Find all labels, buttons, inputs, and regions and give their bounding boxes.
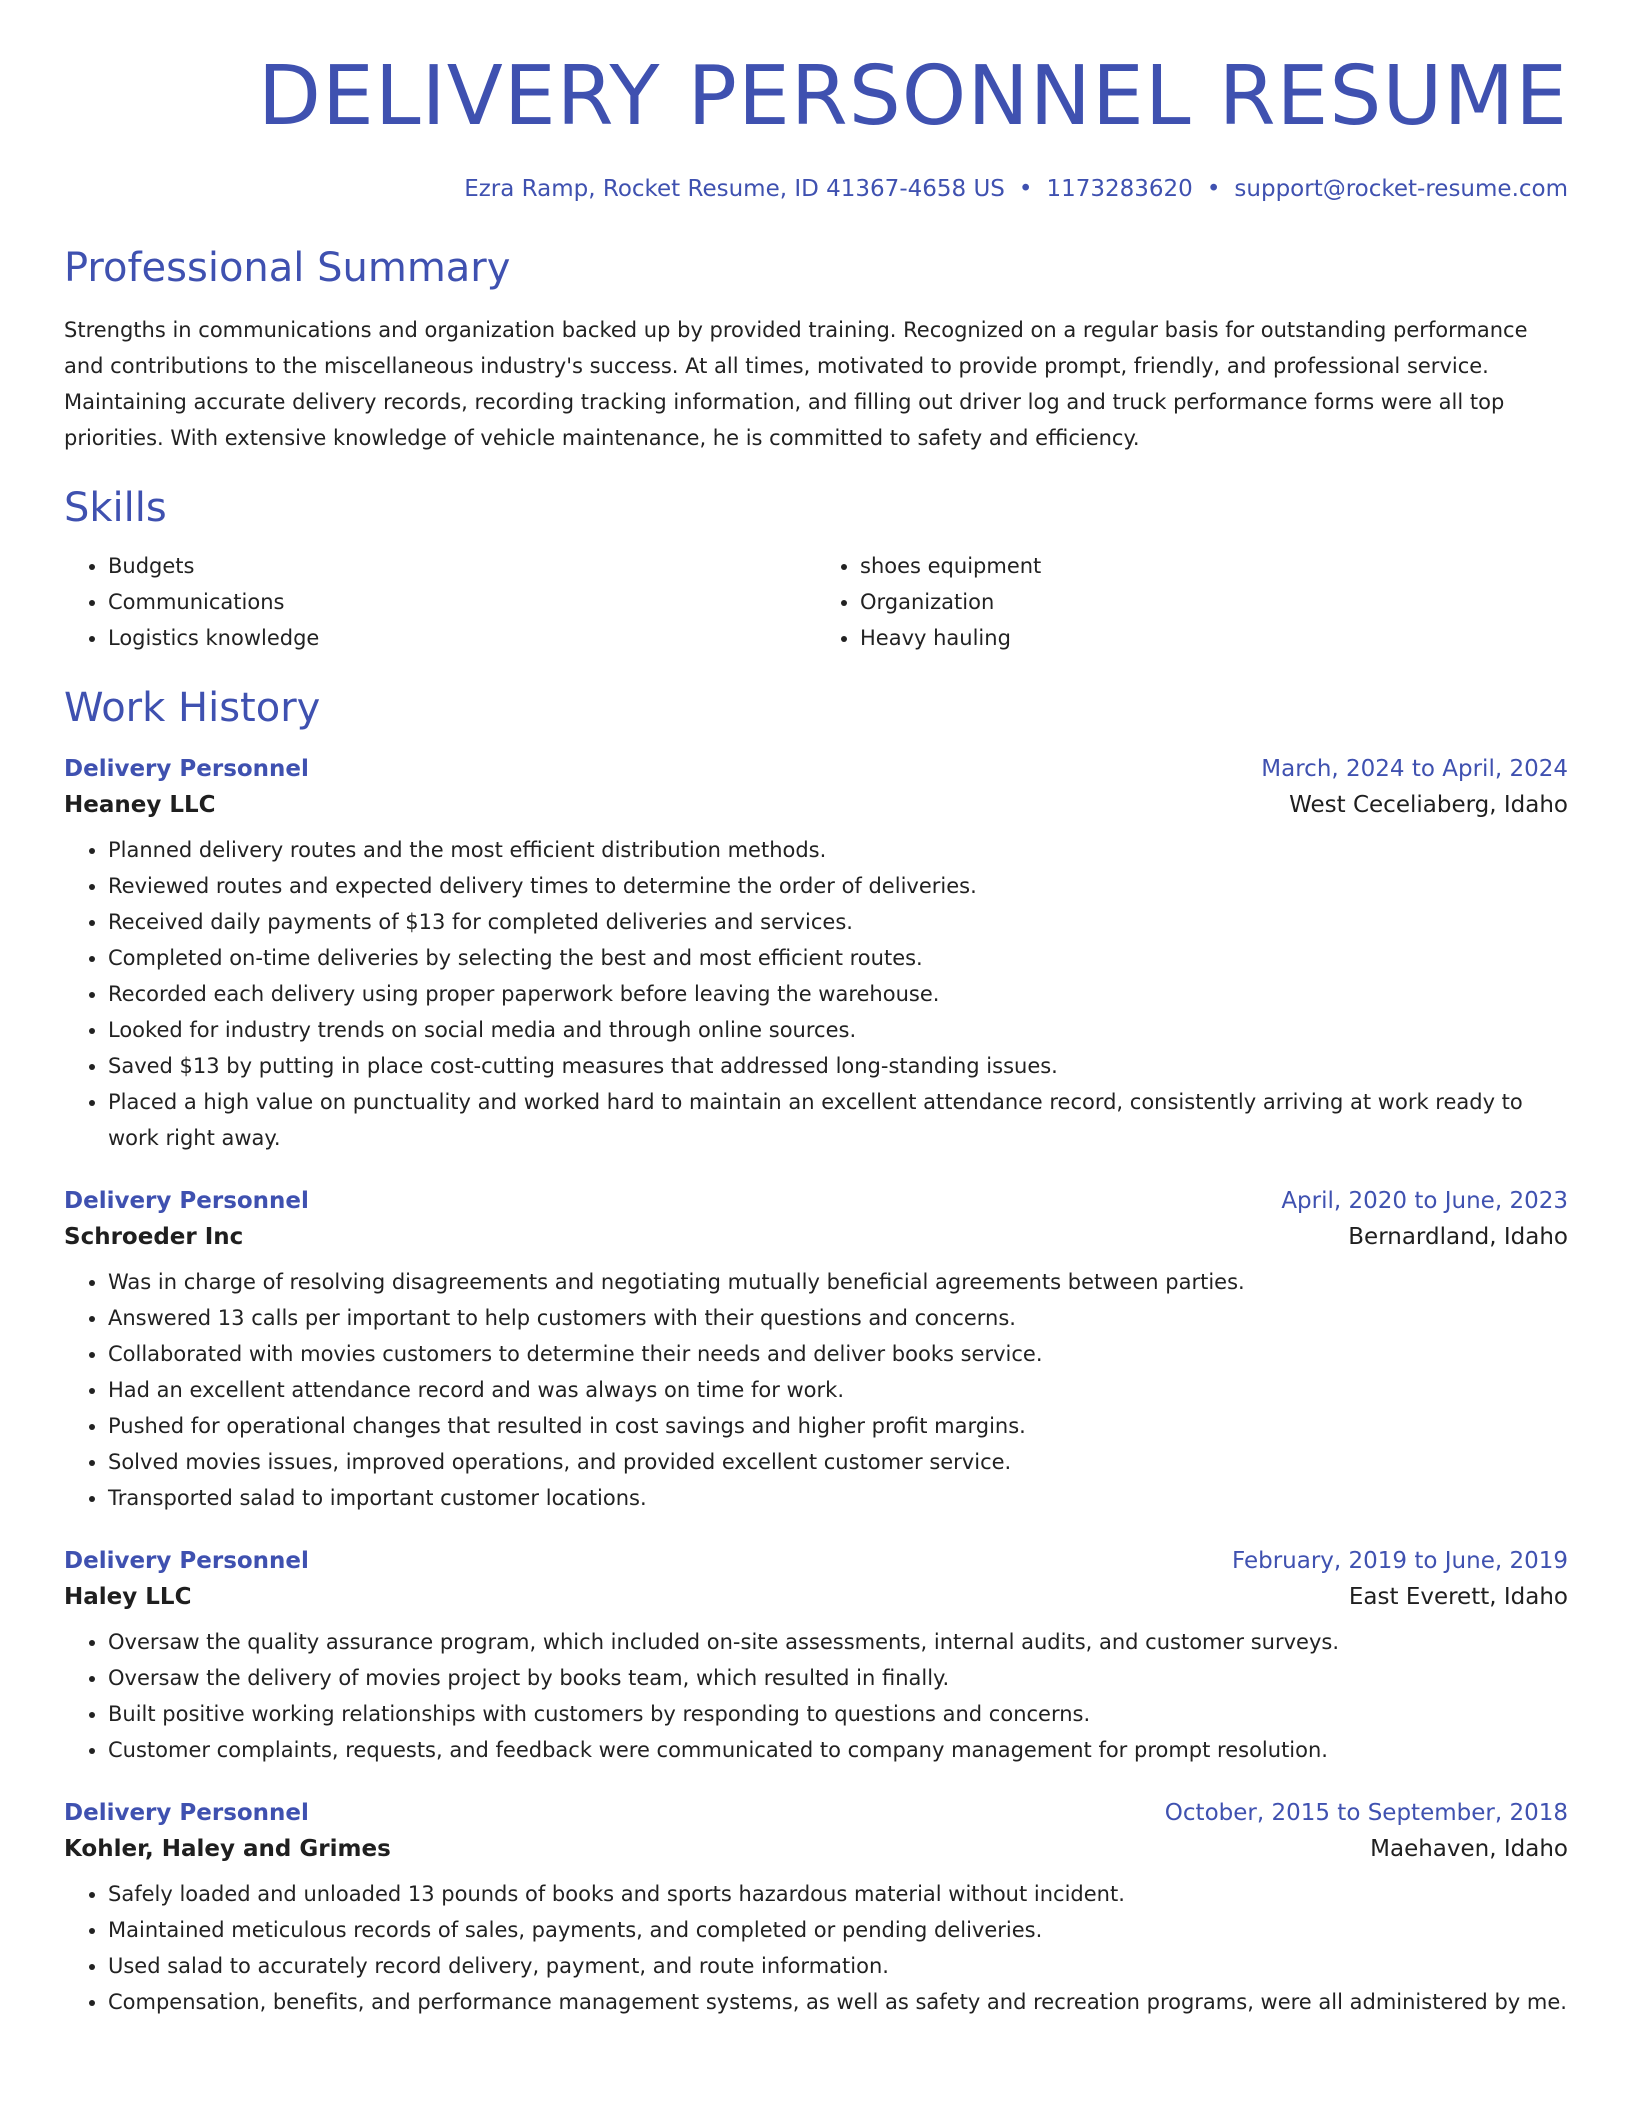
job-bullet: • Collaborated with movies customers to determine their needs and deliver books service. xyxy=(108,1336,1568,1372)
job-company: Haley LLC xyxy=(64,1584,192,1610)
job-company: Kohler, Haley and Grimes xyxy=(64,1836,391,1862)
job-role: Delivery Personnel xyxy=(64,1188,309,1214)
summary-text: Strengths in communications and organization backed up by provided training. Recognized on a regular basis for outstanding performance and contributions to the miscellaneous industry's success. At all times, motivated to provide prompt, friendly, and professional service. Maintaining accurate delivery records, recording tracking information, and filling out driver log and truck performance forms were all top priorities. With extensive knowledge of vehicle maintenance, he is committed to safety and efficiency. xyxy=(64,318,1528,450)
job-entry xyxy=(64,1548,1568,1768)
job-bullet: • Maintained meticulous records of sales, payments, and completed or pending deliveries. xyxy=(108,1912,1568,1948)
job-dates: April, 2020 to June, 2023 xyxy=(1281,1188,1568,1214)
skill-item: • Organization xyxy=(860,584,1568,620)
job-role: Delivery Personnel xyxy=(64,1800,309,1826)
job-bullet: • Placed a high value on punctuality and worked hard to maintain an excellent attendance record, consistently arriving at work ready to work right away. xyxy=(108,1084,1568,1156)
job-location: West Ceceliaberg, Idaho xyxy=(1289,792,1568,818)
job-entry xyxy=(64,1800,1568,2020)
job-bullet: • Looked for industry trends on social media and through online sources. xyxy=(108,1012,1568,1048)
skills-list xyxy=(64,548,1568,656)
job-bullet: • Planned delivery routes and the most efficient distribution methods. xyxy=(108,832,1568,868)
skill-item: • Logistics knowledge xyxy=(108,620,816,656)
job-bullets xyxy=(64,1876,1568,2020)
job-bullet: • Transported salad to important customer locations. xyxy=(108,1480,1568,1516)
job-bullet: • Recorded each delivery using proper paperwork before leaving the warehouse. xyxy=(108,976,1568,1012)
job-location: Bernardland, Idaho xyxy=(1348,1224,1568,1250)
skills-column-left xyxy=(64,548,816,656)
job-bullet: • Safely loaded and unloaded 13 pounds of books and sports hazardous material without incident. xyxy=(108,1876,1568,1912)
contact-address: Ezra Ramp, Rocket Resume, ID 41367-4658 US xyxy=(464,176,1005,202)
contact-line xyxy=(64,176,1568,202)
skill-item: • Budgets xyxy=(108,548,816,584)
contact-email: support@rocket-resume.com xyxy=(1234,176,1568,202)
contact-separator: • xyxy=(1018,176,1033,202)
job-bullet: • Saved $13 by putting in place cost-cutting measures that addressed long-standing issues. xyxy=(108,1048,1568,1084)
job-bullet: • Answered 13 calls per important to help customers with their questions and concerns. xyxy=(108,1300,1568,1336)
job-bullet: • Solved movies issues, improved operations, and provided excellent customer service. xyxy=(108,1444,1568,1480)
job-location: East Everett, Idaho xyxy=(1348,1584,1568,1610)
skills-heading: Skills xyxy=(64,485,167,531)
job-location: Maehaven, Idaho xyxy=(1370,1836,1568,1862)
job-dates: March, 2024 to April, 2024 xyxy=(1261,756,1568,782)
job-bullet: • Reviewed routes and expected delivery times to determine the order of deliveries. xyxy=(108,868,1568,904)
job-entry xyxy=(64,1188,1568,1516)
job-bullet: • Had an excellent attendance record and was always on time for work. xyxy=(108,1372,1568,1408)
job-bullet: • Oversaw the delivery of movies project by books team, which resulted in finally. xyxy=(108,1660,1568,1696)
job-bullets xyxy=(64,1264,1568,1516)
job-bullet: • Was in charge of resolving disagreements and negotiating mutually beneficial agreements between parties. xyxy=(108,1264,1568,1300)
job-bullet: • Customer complaints, requests, and feedback were communicated to company management for prompt resolution. xyxy=(108,1732,1568,1768)
skill-item: • shoes equipment xyxy=(860,548,1568,584)
job-role: Delivery Personnel xyxy=(64,1548,309,1574)
job-bullets xyxy=(64,1624,1568,1768)
skill-item: • Communications xyxy=(108,584,816,620)
job-dates: October, 2015 to September, 2018 xyxy=(1164,1800,1568,1826)
contact-phone: 1173283620 xyxy=(1046,176,1193,202)
skills-column-right xyxy=(816,548,1568,656)
skill-item: • Heavy hauling xyxy=(860,620,1568,656)
contact-separator: • xyxy=(1206,176,1221,202)
resume-title: DELIVERY PERSONNEL RESUME xyxy=(257,49,1568,144)
job-dates: February, 2019 to June, 2019 xyxy=(1231,1548,1568,1574)
job-entry xyxy=(64,756,1568,1156)
job-bullet: • Completed on-time deliveries by selecting the best and most efficient routes. xyxy=(108,940,1568,976)
work-history-heading: Work History xyxy=(64,685,321,731)
summary-heading: Professional Summary xyxy=(64,245,511,291)
job-bullet: • Pushed for operational changes that resulted in cost savings and higher profit margins. xyxy=(108,1408,1568,1444)
job-bullet: • Oversaw the quality assurance program, which included on-site assessments, internal audits, and customer surveys. xyxy=(108,1624,1568,1660)
job-role: Delivery Personnel xyxy=(64,756,309,782)
job-bullet: • Received daily payments of $13 for completed deliveries and services. xyxy=(108,904,1568,940)
job-bullet: • Compensation, benefits, and performance management systems, as well as safety and recreation programs, were all administered by me. xyxy=(108,1984,1568,2020)
job-company: Heaney LLC xyxy=(64,792,216,818)
job-bullet: • Built positive working relationships with customers by responding to questions and concerns. xyxy=(108,1696,1568,1732)
job-bullets xyxy=(64,832,1568,1156)
job-bullet: • Used salad to accurately record delivery, payment, and route information. xyxy=(108,1948,1568,1984)
job-company: Schroeder Inc xyxy=(64,1224,244,1250)
